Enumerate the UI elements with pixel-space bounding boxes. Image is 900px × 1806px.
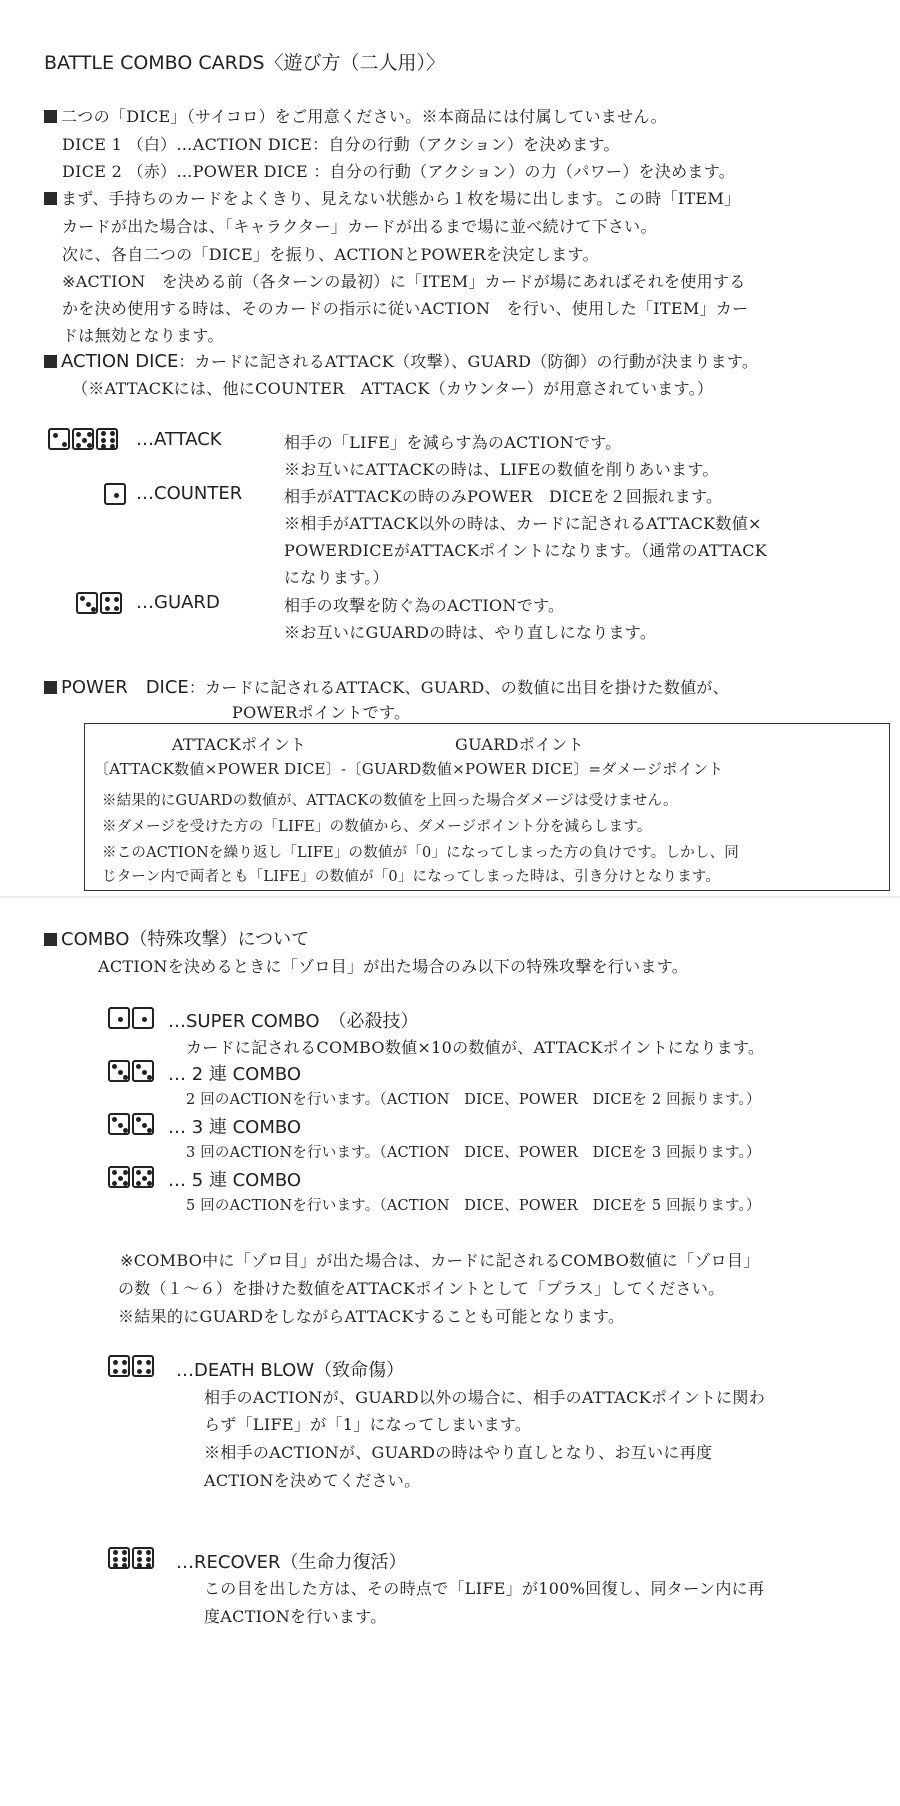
power-dice-desc: ：カードに記されるATTACK、GUARD、の数値に出目を掛けた数値が、 bbox=[188, 678, 730, 697]
die-face-3-icon bbox=[132, 1060, 154, 1082]
combo-3-label: … 3 連 COMBO bbox=[168, 1117, 302, 1138]
intro-line-1: 二つの「DICE」（サイコロ）をご用意ください。※本商品には付属していません。 bbox=[44, 104, 667, 127]
combo-5-label: … 5 連 COMBO bbox=[168, 1170, 302, 1191]
combo-note-3: ※結果的にGUARDをしながらATTACKすることも可能となります。 bbox=[118, 1307, 625, 1326]
super-combo-desc: カードに記されるCOMBO数値×10の数値が、ATTACKポイントになります。 bbox=[186, 1038, 765, 1057]
die-face-5-icon bbox=[72, 428, 94, 450]
die-face-4-icon bbox=[108, 1355, 130, 1377]
super-combo-dice bbox=[108, 1007, 154, 1029]
die-face-3-icon bbox=[108, 1113, 130, 1135]
combo-note-1: ※COMBO中に「ゾロ目」が出た場合は、カードに記されるCOMBO数値に「ゾロ目」 bbox=[120, 1251, 760, 1270]
guard-dice-faces bbox=[76, 592, 122, 614]
death-blow-line-3: ※相手のACTIONが、GUARDの時はやり直しとなり、お互いに再度 bbox=[204, 1443, 713, 1462]
intro-line-8: かを決め使用する時は、そのカードの指示に従いACTION を行い、使用した「ITEM」カー bbox=[62, 299, 749, 318]
power-dice-heading-row bbox=[44, 673, 729, 699]
die-face-2-icon bbox=[48, 428, 70, 450]
power-dice-desc-2: POWERポイントです。 bbox=[232, 703, 411, 722]
counter-line-3: POWERDICEがATTACKポイントになります。（通常のATTACK bbox=[284, 541, 768, 560]
attack-line-2: ※お互いにATTACKの時は、LIFEの数値を削りあいます。 bbox=[284, 460, 719, 479]
damage-formula: 〔ATTACK数値×POWER DICE〕-〔GUARD数値×POWER DICE〕=ダメージポイント bbox=[94, 760, 724, 778]
die-face-1-icon bbox=[108, 1007, 130, 1029]
death-blow-line-1: 相手のACTIONが、GUARD以外の場合に、相手のATTACKポイントに関わ bbox=[204, 1388, 766, 1407]
intro-line-6: 次に、各自二つの「DICE」を振り、ACTIONとPOWERを決定します。 bbox=[62, 245, 599, 264]
death-blow-line-4: ACTIONを決めてください。 bbox=[204, 1471, 421, 1490]
death-blow-label: …DEATH BLOW（致命傷） bbox=[176, 1360, 405, 1381]
combo-note-2: の数（１～６）を掛けた数値をATTACKポイントとして「プラス」してください。 bbox=[118, 1279, 725, 1298]
die-face-1-icon bbox=[132, 1007, 154, 1029]
recover-line-2: 度ACTIONを行います。 bbox=[204, 1607, 387, 1626]
recover-dice bbox=[108, 1547, 154, 1569]
super-combo-label: …SUPER COMBO （必殺技） bbox=[168, 1011, 419, 1032]
attack-point-heading: ATTACKポイント bbox=[172, 735, 307, 754]
guard-label: …GUARD bbox=[136, 592, 220, 613]
combo-3-dice bbox=[108, 1113, 154, 1135]
box-note-3: ※このACTIONを繰り返し「LIFE」の数値が「0」になってしまった方の負けです。しかし、同 bbox=[102, 845, 740, 861]
attack-dice-faces bbox=[48, 428, 118, 450]
counter-line-1: 相手がATTACKの時のみPOWER DICEを２回振れます。 bbox=[284, 487, 723, 506]
attack-label: …ATTACK bbox=[136, 429, 222, 450]
die-face-6-icon bbox=[132, 1547, 154, 1569]
combo-heading: COMBO（特殊攻撃）について bbox=[61, 929, 310, 950]
counter-line-2: ※相手がATTACK以外の時は、カードに記されるATTACK数値× bbox=[284, 514, 762, 533]
intro-line-2: DICE 1 （白）…ACTION DICE：自分の行動（アクション）を決めます。 bbox=[62, 135, 620, 154]
bullet-square-icon bbox=[44, 933, 57, 946]
die-face-3-icon bbox=[76, 592, 98, 614]
death-blow-dice bbox=[108, 1355, 154, 1377]
counter-dice-face bbox=[104, 483, 126, 505]
die-face-1-icon bbox=[104, 483, 126, 505]
counter-line-4: になります。） bbox=[284, 568, 389, 587]
intro-line-9: ドは無効となります。 bbox=[62, 326, 224, 345]
combo-5-dice bbox=[108, 1166, 154, 1188]
combo-2-dice bbox=[108, 1060, 154, 1082]
die-face-3-icon bbox=[132, 1113, 154, 1135]
combo-2-desc: 2 回のACTIONを行います。（ACTION DICE、POWER DICEを 2 回振ります。） bbox=[186, 1092, 761, 1108]
intro-line-5: カードが出た場合は、「キャラクター」カードが出るまで場に並べ続けて下さい。 bbox=[62, 217, 657, 236]
combo-heading-row bbox=[44, 925, 309, 951]
action-dice-note: （※ATTACKには、他にCOUNTER ATTACK（カウンター）が用意されています。） bbox=[72, 379, 714, 398]
bullet-square-icon bbox=[44, 110, 57, 123]
die-face-5-icon bbox=[132, 1166, 154, 1188]
action-dice-heading: ACTION DICE bbox=[61, 351, 179, 372]
recover-line-1: この目を出した方は、その時点で「LIFE」が100%回復し、同ターン内に再 bbox=[204, 1579, 765, 1598]
recover-label: …RECOVER（生命力復活） bbox=[176, 1552, 407, 1573]
combo-2-label: … 2 連 COMBO bbox=[168, 1064, 302, 1085]
die-face-5-icon bbox=[108, 1166, 130, 1188]
counter-label: …COUNTER bbox=[136, 483, 243, 504]
action-dice-desc: ：カードに記されるATTACK（攻撃）、GUARD（防御）の行動が決まります。 bbox=[178, 352, 759, 371]
bullet-square-icon bbox=[44, 192, 57, 205]
intro-line-3: DICE 2 （赤）…POWER DICE ：自分の行動（アクション）の力（パワー）を決めます。 bbox=[62, 162, 736, 181]
box-note-1: ※結果的にGUARDの数値が、ATTACKの数値を上回った場合ダメージは受けません。 bbox=[102, 793, 678, 809]
intro-line-7: ※ACTION を決める前（各ターンの最初）に「ITEM」カードが場にあればそれを使用する bbox=[62, 272, 746, 291]
guard-line-1: 相手の攻撃を防ぐ為のACTIONです。 bbox=[284, 596, 565, 615]
intro-line-4: まず、手持ちのカードをよくきり、見えない状態から１枚を場に出します。この時「ITEM」 bbox=[44, 186, 740, 209]
combo-desc: ACTIONを決めるときに「ゾロ目」が出た場合のみ以下の特殊攻撃を行います。 bbox=[98, 957, 689, 976]
action-dice-heading-row bbox=[44, 349, 758, 372]
die-face-6-icon bbox=[108, 1547, 130, 1569]
bullet-square-icon bbox=[44, 355, 57, 368]
die-face-4-icon bbox=[100, 592, 122, 614]
box-note-4: じターン内で両者とも「LIFE」の数値が「0」になってしまった時は、引き分けとなります。 bbox=[102, 869, 721, 885]
box-note-2: ※ダメージを受けた方の「LIFE」の数値から、ダメージポイント分を減らします。 bbox=[102, 819, 652, 835]
attack-line-1: 相手の「LIFE」を減らす為のACTIONです。 bbox=[284, 433, 622, 452]
die-face-6-icon bbox=[96, 428, 118, 450]
guard-line-2: ※お互いにGUARDの時は、やり直しになります。 bbox=[284, 623, 657, 642]
power-dice-heading: POWER DICE bbox=[61, 677, 189, 698]
combo-5-desc: 5 回のACTIONを行います。（ACTION DICE、POWER DICEを 5 回振ります。） bbox=[186, 1198, 761, 1214]
guard-point-heading: GUARDポイント bbox=[455, 735, 584, 754]
die-face-4-icon bbox=[132, 1355, 154, 1377]
page-fold-divider bbox=[0, 896, 900, 898]
death-blow-line-2: らず「LIFE」が「1」になってしまいます。 bbox=[204, 1415, 532, 1434]
combo-3-desc: 3 回のACTIONを行います。（ACTION DICE、POWER DICEを 3 回振ります。） bbox=[186, 1145, 761, 1161]
die-face-3-icon bbox=[108, 1060, 130, 1082]
bullet-square-icon bbox=[44, 681, 57, 694]
page-title: BATTLE COMBO CARDS〈遊び方（二人用）〉 bbox=[44, 52, 446, 74]
